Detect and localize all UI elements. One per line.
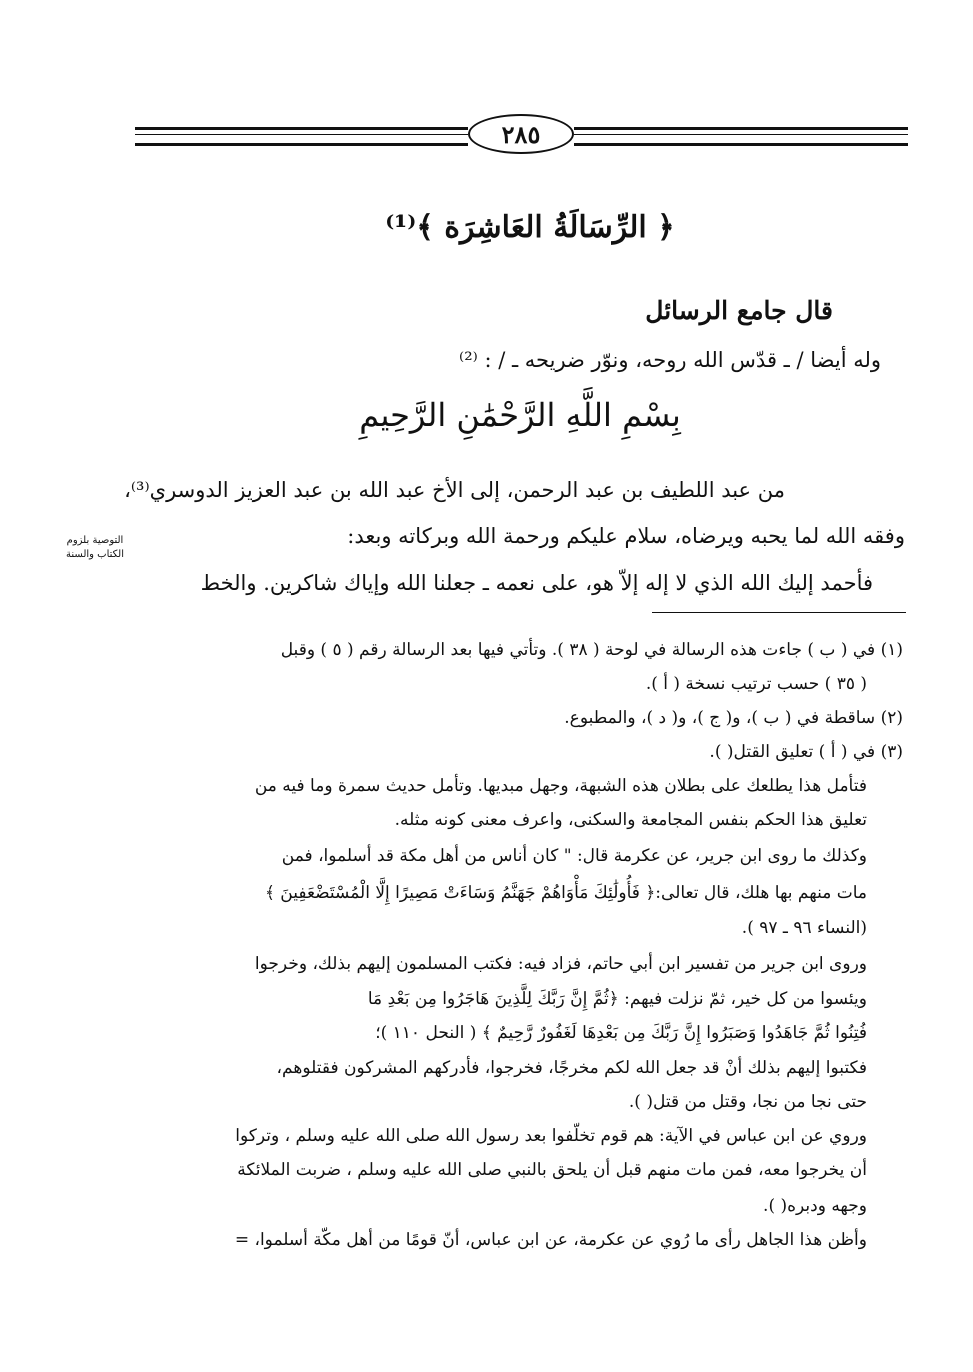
quote-line: حتى نجا من نجا، وقتل من قتل( ).	[628, 1092, 867, 1112]
intro-line: وله أيضا / ـ قدّس الله روحه، ونوّر ضريحه ـ / : ⁽²⁾	[459, 348, 881, 372]
quote-line: وروى ابن جرير من تفسير ابن أبي حاتم، فزاد فيه: فكتب المسلمون إليهم بذلك، وخرجوا	[254, 954, 867, 974]
quote-line: ويئسوا من كل خير، ثمّ نزلت فيهم: ﴿ثُمَّ إِنَّ رَبَّكَ لِلَّذِينَ هَاجَرُوا مِن بَعْدِ مَا	[367, 989, 867, 1009]
header-rule-left-thin	[135, 134, 468, 135]
body-line: من عبد اللطيف بن عبد الرحمن، إلى الأخ عبد الله بن عبد العزيز الدوسري⁽³⁾،	[124, 478, 785, 502]
footnote: (٢) ساقطة في ( ب )، و( ج )، و( د )، والمطبوع.	[564, 708, 903, 728]
quote-line: فتأمل هذا يطلعك على بطلان هذه الشبهة، وجهل مبديها. وتأمل حديث سمرة وما فيه من	[254, 776, 867, 796]
chapter-title: ﴿ الرِّسَالَةُ العَاشِرَة ﴾⁽¹⁾	[385, 210, 675, 245]
header-rule-right	[574, 127, 908, 130]
header-rule-right-lower	[574, 143, 908, 146]
quote-line: وأظن هذا الجاهل رأى ما رُوي عن عكرمة، عن ابن عباس، أنّ قومًا من أهل مكّة أسلموا، =	[234, 1230, 867, 1250]
footnote-divider	[652, 612, 906, 613]
footnote: (٣) في ( أ ) تعليق القتل( ).	[709, 742, 903, 762]
margin-note-line: الكتاب والسنة	[66, 549, 124, 560]
quote-line: (النساء ٩٦ ـ ٩٧ ).	[741, 918, 867, 938]
header-rule-left-lower	[135, 143, 468, 146]
header-rule-left	[135, 127, 468, 130]
margin-note-line: التوصية بلزوم	[66, 535, 124, 546]
basmala: بِسْمِ اللَّهِ الرَّحْمَٰنِ الرَّحِيمِ	[359, 396, 681, 434]
quote-line: أن يخرجوا معه، فمن مات منهم قبل أن يلحق بالنبي صلى الله عليه وسلم ، ضربت الملائكة	[237, 1160, 867, 1180]
footnote: ( ٣٥ ) حسب ترتيب نسخة ( أ ).	[645, 674, 867, 694]
quote-line: تعليق هذا الحكم بنفس المجامعة والسكنى، واعرف معنى كونه مثله.	[394, 810, 867, 830]
quote-line: وكذلك ما روى ابن جرير، عن عكرمة قال: " كان أناس من أهل مكة قد أسلموا، فمن	[281, 846, 867, 866]
quote-line: مات منهم بها هلك، قال تعالى:﴿ فَأُولَٰئِكَ مَأْوَاهُمْ جَهَنَّمُ وَسَاءَتْ مَصِيرًا إِلَّا الْمُسْتَضْعَفِينَ ﴾	[264, 883, 867, 903]
page-number: ٢٨٥	[468, 114, 574, 154]
quote-line: فُتِنُوا ثُمَّ جَاهَدُوا وَصَبَرُوا إِنَّ رَبَّكَ مِن بَعْدِهَا لَغَفُورٌ رَّحِيمٌ ﴾ ( النحل ١١٠ )؛	[375, 1023, 867, 1043]
section-heading: قال جامع الرسائل	[645, 296, 833, 325]
quote-line: وجهه ودبره( ).	[763, 1196, 867, 1216]
footnote: (١) في ( ب ) جاءت هذه الرسالة في لوحة ( ٣٨ ). وتأتي فيها بعد الرسالة رقم ( ٥ ) وقبل	[280, 640, 903, 660]
body-line: فأحمد إليك الله الذي لا إله إلاّ هو، على نعمه ـ جعلنا الله وإياك شاكرين. والخط	[200, 571, 873, 595]
body-line: وفقه الله لما يحبه ويرضاه، سلام عليكم ورحمة الله وبركاته وبعد:	[347, 524, 905, 548]
header-rule-right-thin	[574, 134, 908, 135]
quote-line: وروي عن ابن عباس في الآية: هم قوم تخلّفوا بعد رسول الله صلى الله عليه وسلم ، وتركوا	[235, 1126, 867, 1146]
quote-line: فكتبوا إليهم بذلك أنْ قد جعل الله لكم مخرجًا، فخرجوا، فأدركهم المشركون فقتلوهم،	[276, 1058, 867, 1078]
